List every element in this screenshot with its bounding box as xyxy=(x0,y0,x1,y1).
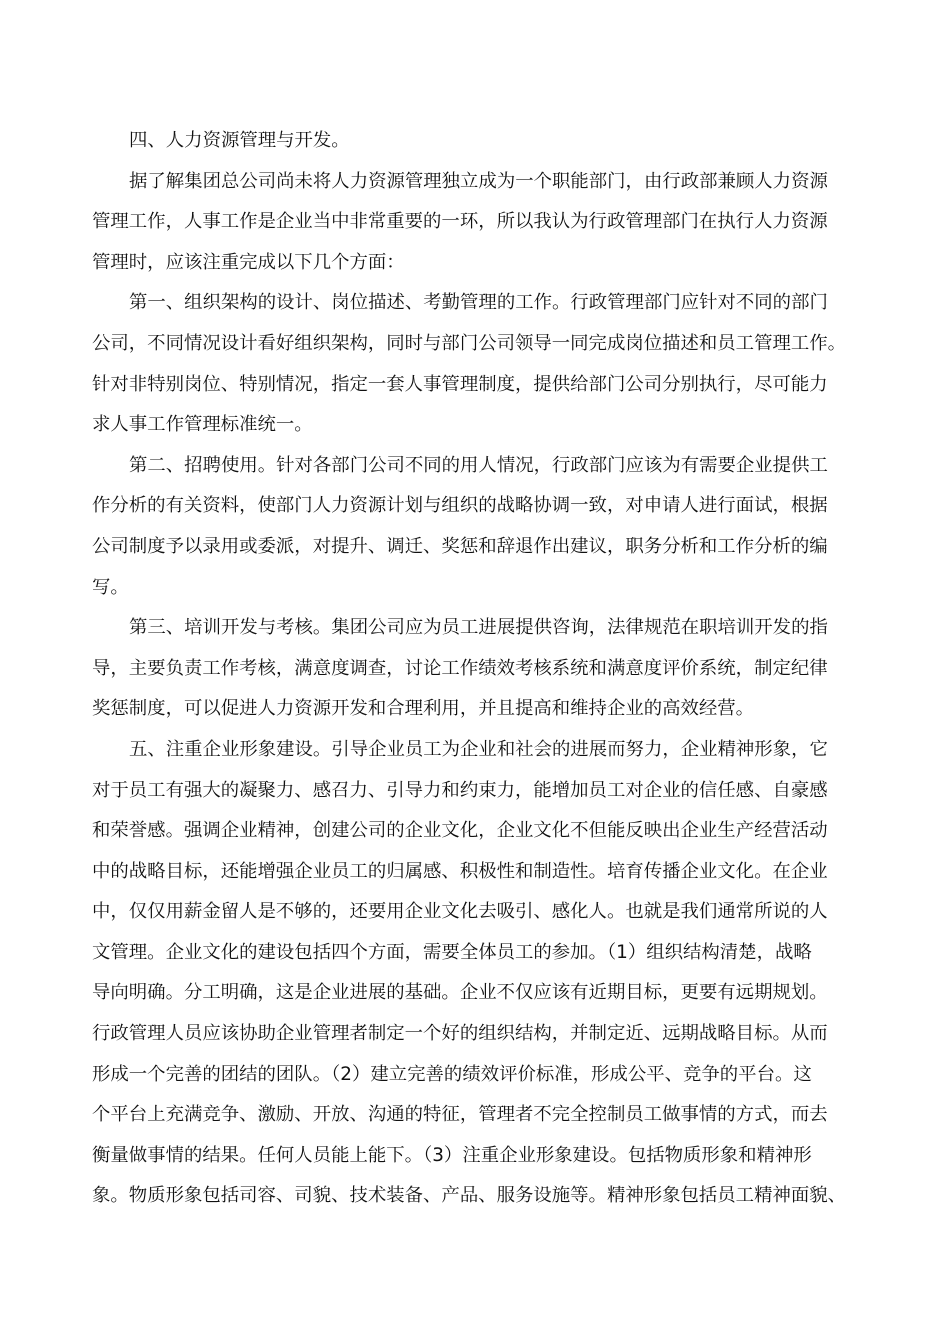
paragraph-line: 第二、招聘使用。针对各部门公司不同的用人情况，行政部门应该为有需要企业提供工 xyxy=(129,454,828,476)
paragraph-line: 象。物质形象包括司容、司貌、技术装备、产品、服务设施等。精神形象包括员工精神面貌、 xyxy=(92,1185,847,1207)
paragraph-line: 行政管理人员应该协助企业管理者制定一个好的组织结构，并制定近、远期战略目标。从而 xyxy=(92,1023,828,1045)
paragraph-line: 中的战略目标，还能增强企业员工的归属感、积极性和制造性。培育传播企业文化。在企业 xyxy=(92,860,828,882)
document-body xyxy=(92,121,870,1217)
paragraph-line: 公司，不同情况设计看好组织架构，同时与部门公司领导一同完成岗位描述和员工管理工作。 xyxy=(92,332,847,354)
paragraph-line: 导向明确。分工明确，这是企业进展的基础。企业不仅应该有近期目标，更要有远期规划。 xyxy=(92,982,828,1004)
paragraph-line: 中，仅仅用薪金留人是不够的，还要用企业文化去吸引、感化人。也就是我们通常所说的人 xyxy=(92,901,828,923)
paragraph-line: 第三、培训开发与考核。集团公司应为员工进展提供咨询，法律规范在职培训开发的指 xyxy=(129,617,828,639)
paragraph-line: 公司制度予以录用或委派，对提升、调迁、奖惩和辞退作出建议，职务分析和工作分析的编 xyxy=(92,535,828,557)
paragraph-line: 对于员工有强大的凝聚力、感召力、引导力和约束力，能增加员工对企业的信任感、自豪感 xyxy=(92,779,828,801)
paragraph-line: 和荣誉感。强调企业精神，创建公司的企业文化，企业文化不但能反映出企业生产经营活动 xyxy=(92,820,828,842)
paragraph-line: 写。 xyxy=(92,576,129,598)
paragraph-line: 管理工作，人事工作是企业当中非常重要的一环，所以我认为行政管理部门在执行人力资源 xyxy=(92,211,828,233)
paragraph-line: 求人事工作管理标准统一。 xyxy=(92,414,313,436)
paragraph-line: 形成一个完善的团结的团队。（2）建立完善的绩效评价标准，形成公平、竞争的平台。这 xyxy=(92,1063,812,1085)
paragraph-line: 第一、组织架构的设计、岗位描述、考勤管理的工作。行政管理部门应针对不同的部门 xyxy=(129,292,828,314)
paragraph-line: 据了解集团总公司尚未将人力资源管理独立成为一个职能部门，由行政部兼顾人力资源 xyxy=(129,170,828,192)
paragraph-line: 个平台上充满竞争、激励、开放、沟通的特征，管理者不完全控制员工做事情的方式，而去 xyxy=(92,1104,828,1126)
paragraph-line: 奖惩制度，可以促进人力资源开发和合理利用，并且提高和维持企业的高效经营。 xyxy=(92,698,755,720)
paragraph-line: 衡量做事情的结果。任何人员能上能下。（3）注重企业形象建设。包括物质形象和精神形 xyxy=(92,1144,812,1166)
section-heading-5: 五、注重企业形象建设。引导企业员工为企业和社会的进展而努力，企业精神形象，它 xyxy=(129,738,828,760)
paragraph-line: 针对非特别岗位、特别情况，指定一套人事管理制度，提供给部门公司分别执行，尽可能力 xyxy=(92,373,828,395)
paragraph-line: 作分析的有关资料，使部门人力资源计划与组织的战略协调一致，对申请人进行面试，根据 xyxy=(92,495,828,517)
paragraph-line: 文管理。企业文化的建设包括四个方面，需要全体员工的参加。（1）组织结构清楚，战略 xyxy=(92,941,812,963)
section-heading-4: 四、人力资源管理与开发。 xyxy=(129,130,350,151)
paragraph-line: 导，主要负责工作考核，满意度调查，讨论工作绩效考核系统和满意度评价系统，制定纪律 xyxy=(92,657,828,679)
paragraph-line: 管理时，应该注重完成以下几个方面： xyxy=(92,251,405,273)
